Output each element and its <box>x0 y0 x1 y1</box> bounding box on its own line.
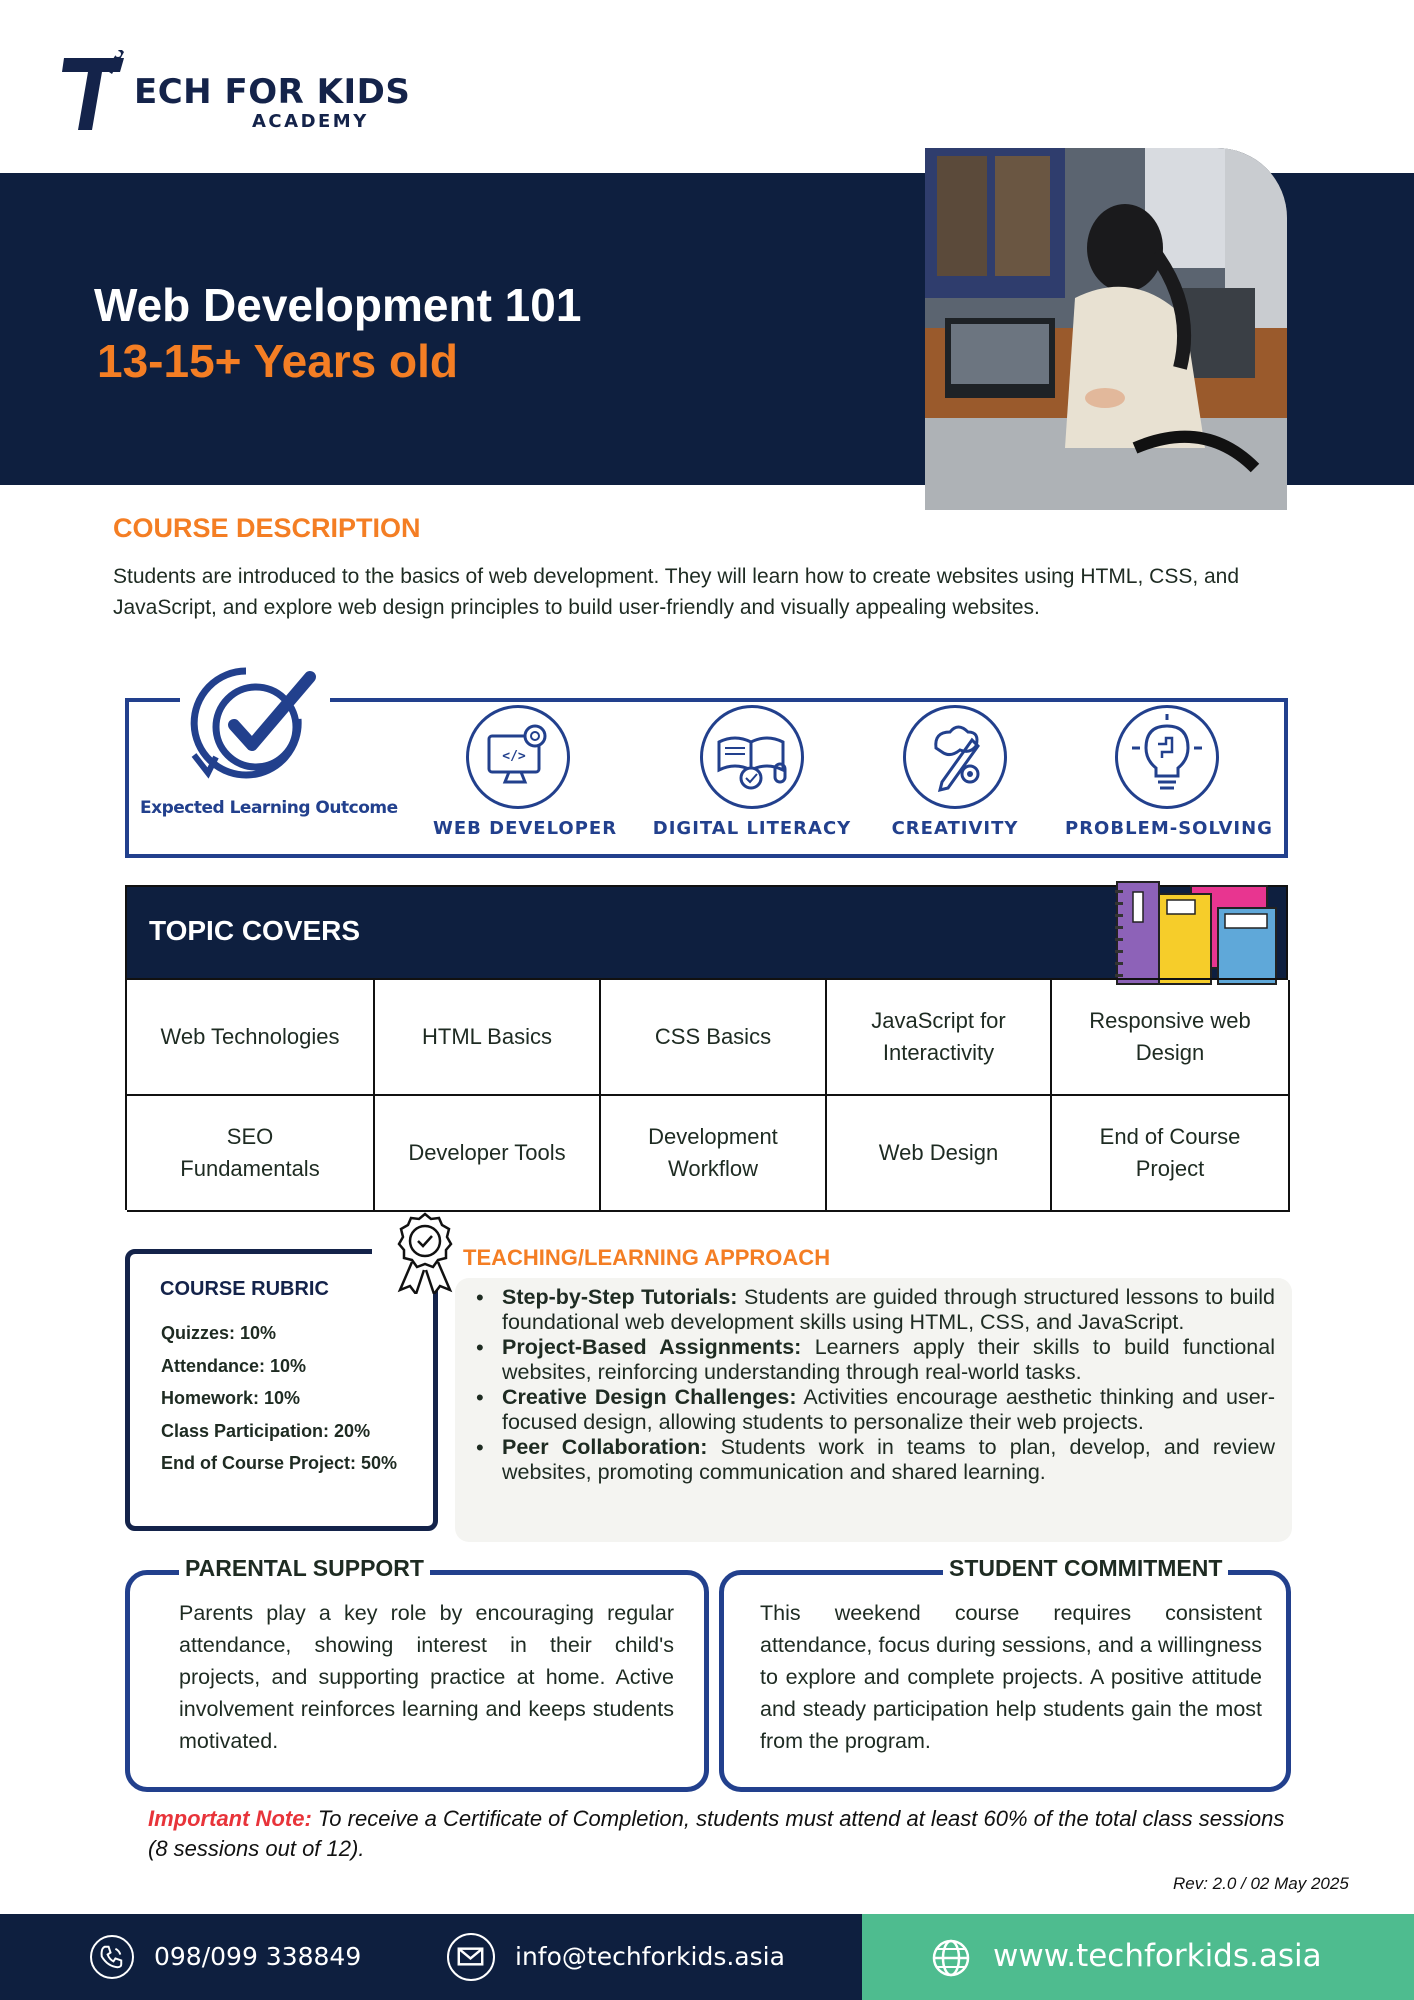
outcome-creativity-label: CREATIVITY <box>891 818 1019 839</box>
phone-icon <box>90 1935 134 1979</box>
topic-cell: Web Technologies <box>127 980 375 1096</box>
approach-item-title: Creative Design Challenges: <box>502 1385 797 1409</box>
notebooks-icon <box>1115 880 1280 988</box>
teaching-approach-heading: TEACHING/LEARNING APPROACH <box>463 1245 831 1270</box>
email-icon <box>447 1933 495 1981</box>
rubric-item: Class Participation: 20% <box>161 1420 371 1441</box>
student-photo <box>925 148 1287 510</box>
rocket-t-logo-icon <box>62 50 132 130</box>
important-note-label: Important Note: <box>148 1806 312 1831</box>
parental-support-heading: PARENTAL SUPPORT <box>179 1555 430 1582</box>
globe-icon <box>930 1937 972 1979</box>
topic-cell: Web Design <box>827 1096 1052 1212</box>
rubric-item: End of Course Project: 50% <box>161 1453 398 1473</box>
teaching-approach-list <box>470 1285 1275 1485</box>
parental-support-text: Parents play a key role by encouraging regular attendance, showing interest in their child's projects, and supporting practice at home. Active involvement reinforces learning and keeps students motivated. <box>179 1601 674 1753</box>
outcome-web-developer-label: WEB DEVELOPER <box>433 818 618 839</box>
approach-item-text: Students work in teams to plan, develop, and review websites, promoting communication and shared learning. <box>502 1435 1276 1484</box>
topic-cell: Developer Tools <box>375 1096 601 1212</box>
checkmark-badge-icon <box>186 663 326 789</box>
approach-item-title: Peer Collaboration: <box>502 1435 708 1459</box>
logo-text: ECH FOR KIDS <box>134 72 411 112</box>
age-range: 13-15+ Years old <box>97 335 459 387</box>
rubric-list <box>161 1322 397 1485</box>
course-description-text: Students are introduced to the basics of web development. They will learn how to create websites using HTML, CSS, and JavaScript, and explore web design principles to build user-friendly and visually appealing websites. <box>113 565 1240 619</box>
outcome-problem-solving-label: PROBLEM-SOLVING <box>1065 818 1273 839</box>
web-developer-icon <box>466 705 570 809</box>
expected-learning-outcome-label: Expected Learning Outcome <box>140 798 398 818</box>
creativity-icon <box>903 705 1007 809</box>
logo-subtext: ACADEMY <box>252 111 369 132</box>
topic-cell: Responsive web Design <box>1052 980 1290 1096</box>
academy-logo <box>62 36 411 132</box>
approach-item <box>470 1385 1275 1435</box>
topic-table <box>125 978 1288 1210</box>
approach-item <box>470 1285 1275 1335</box>
outcome-digital-literacy-label: DIGITAL LITERACY <box>652 818 852 839</box>
problem-solving-icon <box>1115 705 1219 809</box>
topic-cell: CSS Basics <box>601 980 827 1096</box>
footer-email[interactable]: info@techforkids.asia <box>515 1942 785 1971</box>
important-note <box>148 1804 1298 1864</box>
student-commitment-text: This weekend course requires consistent attendance, focus during sessions, and a willingness to explore and complete projects. A positive attitude and steady participation help students gain the most from the program. <box>760 1601 1262 1753</box>
approach-item-text: Activities encourage aesthetic thinking and user-focused design, allowing students to personalize their web projects. <box>502 1385 1275 1434</box>
course-rubric-heading: COURSE RUBRIC <box>160 1278 329 1300</box>
topic-covers-heading: TOPIC COVERS <box>149 915 361 946</box>
rubric-item: Homework: 10% <box>161 1388 301 1408</box>
topic-cell: Development Workflow <box>601 1096 827 1212</box>
approach-item <box>470 1435 1275 1485</box>
student-commitment-heading: STUDENT COMMITMENT <box>943 1555 1228 1582</box>
award-ribbon-icon <box>392 1212 458 1294</box>
svg-text:</>: </> <box>502 749 526 764</box>
approach-item-title: Project-Based Assignments: <box>502 1335 802 1359</box>
digital-literacy-icon <box>700 705 804 809</box>
revision-label: Rev: 2.0 / 02 May 2025 <box>1173 1874 1349 1893</box>
approach-item-title: Step-by-Step Tutorials: <box>502 1285 738 1309</box>
topic-cell: End of Course Project <box>1052 1096 1290 1212</box>
footer-website[interactable]: www.techforkids.asia <box>993 1938 1322 1974</box>
course-title: Web Development 101 <box>94 279 582 331</box>
footer-phone[interactable]: 098/099 338849 <box>154 1942 362 1971</box>
important-note-text: To receive a Certificate of Completion, students must attend at least 60% of the total class sessions (8 sessions out of 12). <box>148 1806 1285 1861</box>
topic-cell: HTML Basics <box>375 980 601 1096</box>
course-description-heading: COURSE DESCRIPTION <box>113 513 421 543</box>
approach-item-text: Students are guided through structured lessons to build foundational web development skills using HTML, CSS, and JavaScript. <box>502 1285 1276 1334</box>
rubric-item: Attendance: 10% <box>161 1355 307 1376</box>
rubric-item: Quizzes: 10% <box>161 1323 277 1343</box>
approach-item <box>470 1335 1275 1385</box>
topic-cell: SEO Fundamentals <box>127 1096 375 1212</box>
approach-item-text: Learners apply their skills to build functional websites, reinforcing understanding through real-world tasks. <box>502 1335 1275 1384</box>
topic-cell: JavaScript for Interactivity <box>827 980 1052 1096</box>
